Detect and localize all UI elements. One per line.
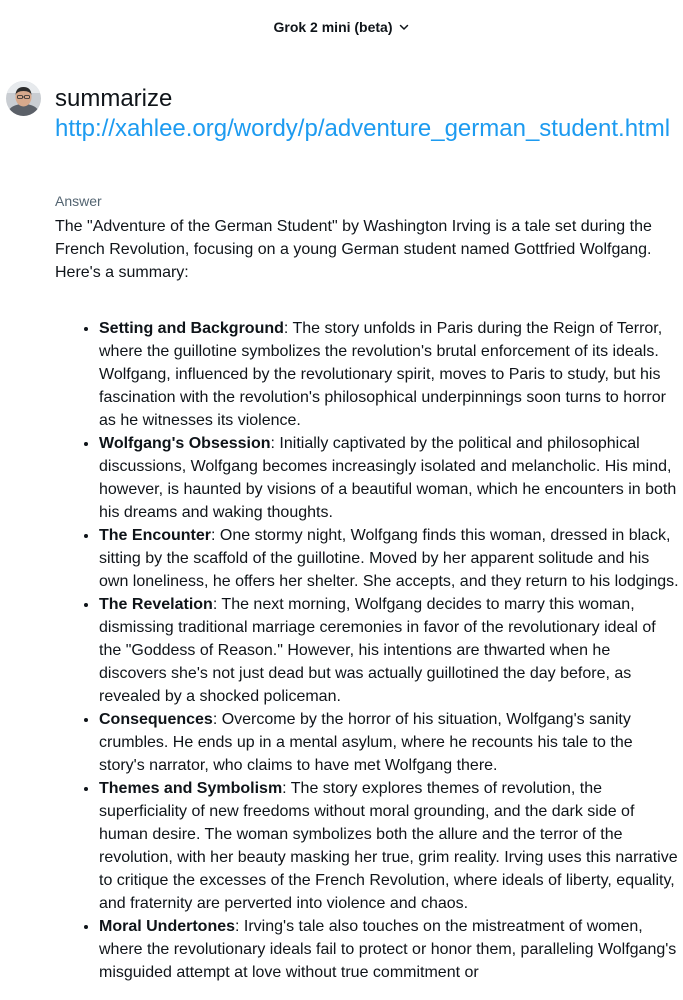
chevron-down-icon [398, 21, 410, 33]
item-text: : Initially captivated by the political and philosophical discussions, Wolfgang becomes increasingly isolated and melancholic. His mind, however, is haunted by visions of a beautiful woman, which he encounters in both his dreams and waking thoughts. [99, 435, 677, 521]
item-title: The Encounter [99, 527, 212, 544]
summary-list [55, 317, 679, 984]
model-selector[interactable] [273, 19, 409, 35]
item-title: Wolfgang's Obsession [99, 435, 271, 452]
model-label: Grok 2 mini (beta) [273, 19, 393, 35]
item-title: Moral Undertones [99, 918, 236, 935]
list-item [99, 915, 679, 984]
item-text: : Irving's tale also touches on the mistreatment of women, where the revolutionary ideals fail to protect or honor them, paralleling Wolfgang's misguided attempt at love without true commitment or [99, 918, 677, 981]
item-text: : The story explores themes of revolution, the superficiality of new freedoms without moral grounding, and the dark side of human desire. The woman symbolizes both the allure and the terror of the revolution, with her beauty masking her true, grim reality. Irving uses this narrative to critique the excesses of the French Revolution, where ideals of liberty, equality, and fraternity are perverted into violence and chaos. [99, 780, 678, 912]
top-bar [0, 0, 683, 54]
list-item [99, 777, 679, 915]
list-item [99, 524, 679, 593]
item-text: : The story unfolds in Paris during the Reign of Terror, where the guillotine symbolizes the revolution's brutal enforcement of its ideals. Wolfgang, influenced by the revolutionary spirit, moves to Paris to study, but his fascination with the revolution's philosophical underpinnings soon turns to horror as he witnesses its violence. [99, 320, 666, 429]
list-item [99, 432, 679, 524]
item-title: Themes and Symbolism [99, 780, 283, 797]
item-title: Setting and Background [99, 320, 284, 337]
query-url-link[interactable]: http://xahlee.org/wordy/p/adventure_german_student.html [55, 115, 671, 142]
list-item [99, 708, 679, 777]
item-text: : Overcome by the horror of his situation, Wolfgang's sanity crumbles. He ends up in a mental asylum, where he recounts his tale to the story's narrator, who claims to have met Wolfgang there. [99, 711, 633, 774]
answer-intro: The "Adventure of the German Student" by Washington Irving is a tale set during the French Revolution, focusing on a young German student named Gottfried Wolfgang. Here's a summary: [55, 218, 652, 281]
item-text: : The next morning, Wolfgang decides to marry this woman, dismissing traditional marriage ceremonies in favor of the revolutionary ideal of the "Goddess of Reason." However, his intentions are thwarted when he discovers she's not just dead but was actually guillotined the day before, as revealed by a shocked policeman. [99, 596, 656, 705]
answer-label: Answer [55, 193, 102, 209]
item-title: Consequences [99, 711, 213, 728]
list-item [99, 317, 679, 432]
list-item [99, 593, 679, 708]
avatar [6, 81, 41, 116]
user-query [55, 84, 677, 144]
query-command: summarize [55, 85, 173, 112]
item-text: : One stormy night, Wolfgang finds this woman, dressed in black, sitting by the scaffold of the guillotine. Moved by her apparent solitude and his own loneliness, he offers her shelter. She accepts, and they return to his lodgings. [99, 527, 679, 590]
item-title: The Revelation [99, 596, 213, 613]
